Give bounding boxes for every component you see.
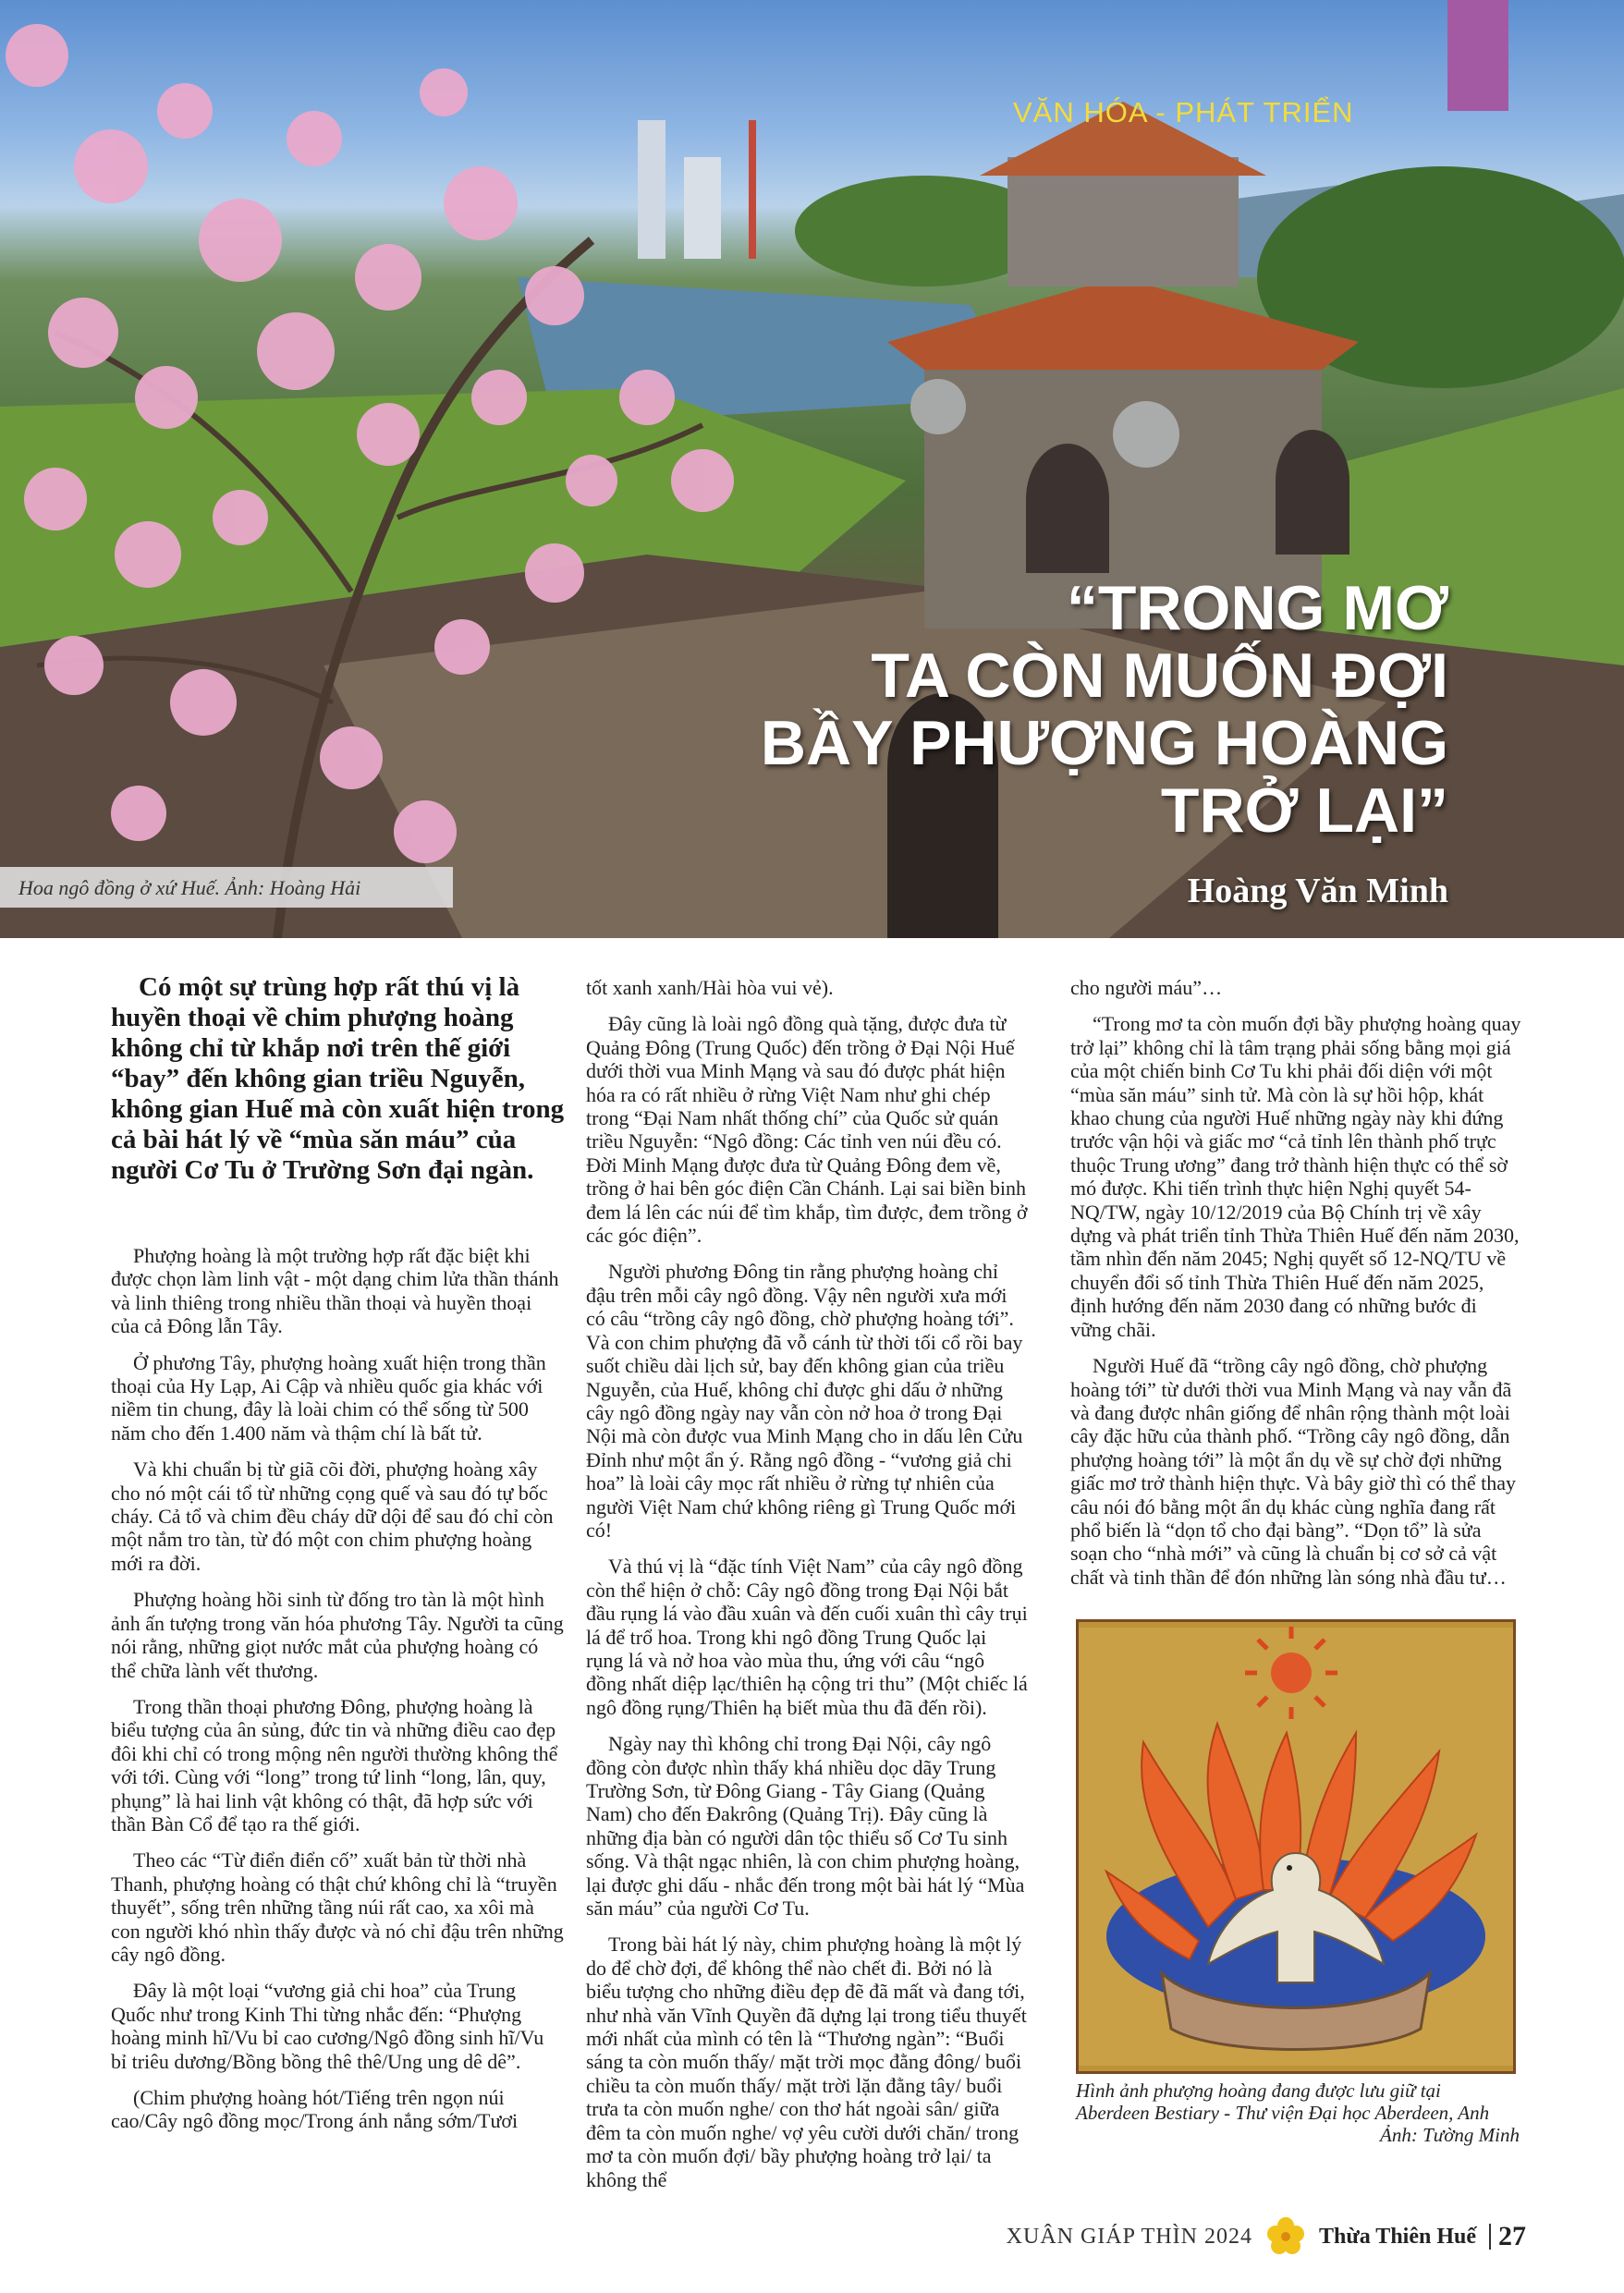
window-medallion xyxy=(910,379,966,434)
tower-building xyxy=(638,120,665,259)
paragraph: Đây là một loại “vương giả chi hoa” của Trung Quốc như trong Kinh Thi từng nhắc đến: “Phượng hoàng minh hĩ/Vu bỉ cao cương/Ngô đồng sinh hĩ/Vu bỉ triêu dương/Bồng bồng thê thê/Ung ung dê dê”. xyxy=(111,1979,544,2073)
caption-line: Hình ảnh phượng hoàng đang được lưu giữ tại xyxy=(1076,2080,1441,2102)
paragraph: Trong thần thoại phương Đông, phượng hoàng là biểu tượng của ân sủng, đức tin và những điều cao đẹp đôi khi chỉ có trong mộng nên người thường không thể với tới. Cùng với “long” trong tứ linh “long, lân, quy, phụng” là hai linh vật không có thật, đã hợp sức với thần Bàn Cổ để tạo ra thế giới. xyxy=(111,1694,558,1836)
title-line: TRỞ LẠI” xyxy=(1160,775,1448,846)
title-line: “TRONG MƠ xyxy=(1066,573,1448,643)
paragraph: Người Huế đã “trồng cây ngô đồng, chờ phượng hoàng tới” từ dưới thời vua Minh Mạng và nay vẫn đã và đang được nhân giống để nhân rộng thành một loài cây đặc hữu của thành phố. “Trồng cây ngô đồng, dẫn phượng hoàng tới” là một ẩn dụ về sự chờ đợi những giấc mơ trở thành hiện thực. Và bây giờ thì có thể thay câu nói đó bằng một ẩn dụ khác cùng nghĩa đang rất phổ biến là “dọn tổ cho đại bàng”. “Dọn tổ” là sửa soạn cho “nhà mới” và cũng là chuẩn bị cơ sở cả vật chất và tinh thần để đón những làn sóng nhà đầu tư… xyxy=(1070,1354,1517,1589)
apricot-flower-icon xyxy=(1265,2216,1306,2257)
column-3 xyxy=(1070,976,1521,1602)
caption-credit: Ảnh: Tường Minh xyxy=(1380,2124,1520,2146)
pavilion-upper xyxy=(1007,157,1239,287)
phoenix-caption xyxy=(1076,2080,1520,2146)
radio-tower xyxy=(749,120,756,259)
paragraph: cho người máu”… xyxy=(1070,976,1223,999)
phoenix-artwork xyxy=(1079,1622,1513,2071)
article-title xyxy=(761,575,1448,845)
paragraph: (Chim phượng hoàng hót/Tiếng trên ngọn núi cao/Cây ngô đồng mọc/Trong ánh nắng sớm/Tươi xyxy=(111,2086,519,2133)
title-line: BẦY PHƯỢNG HOÀNG xyxy=(760,708,1448,778)
paragraph: Ngày nay thì không chỉ trong Đại Nội, cây ngô đồng còn được nhìn thấy khá nhiều dọc dãy Trung Trường Sơn, từ Đông Giang - Tây Giang (Quảng Nam) cho đến Đakrông (Quảng Trị). Đây cũng là những địa bàn có người dân tộc thiểu số Cơ Tu sinh sống. Và thật ngạc nhiên, là con chim phượng hoàng, lại được ghi dấu - nhắc đến trong một bài hát lý “Mùa săn máu” của người Cơ Tu. xyxy=(586,1732,1025,1921)
title-line: TA CÒN MUỐN ĐỢI xyxy=(871,640,1448,711)
lead-paragraph: Có một sự trùng hợp rất thú vị là huyền thoại về chim phượng hoàng không chỉ từ khắp nơi trên thế giới “bay” đến không gian triều Nguyễn, không gian Huế mà còn xuất hiện trong cả bài hát lý về “mùa săn máu” của người Cơ Tu ở Trường Sơn đại ngàn. xyxy=(111,972,565,1185)
hero-photo xyxy=(0,0,1624,938)
paragraph: Trong bài hát lý này, chim phượng hoàng là một lý do để chờ đợi, để không thể nào chết đi. Bởi nó là biểu tượng cho những điều đẹp đẽ đã mất và đang tới, như nhà văn Vĩnh Quyền đã dựng lại trong tiểu thuyết mới nhất của mình có tên là “Thương ngàn”: “Buổi sáng ta còn muốn thấy/ mặt trời mọc đằng đông/ buổi chiều ta còn muốn thấy/ mặt trời lặn đằng tây/ buổi trưa ta còn muốn nghe/ con thơ hát ngoài sân/ giữa đêm ta còn muốn nghe/ vợ yêu cười dưới chăn/ trong mơ ta còn muốn đợi/ bầy phượng hoàng trở lại/ ta không thể xyxy=(586,1933,1027,2191)
arched-doorway xyxy=(1026,444,1109,573)
paragraph: Phượng hoàng hồi sinh từ đống tro tàn là một hình ảnh ấn tượng trong văn hóa phương Tây. Người ta cũng nói rằng, những giọt nước mắt của phượng hoàng có thể chữa lành vết thương. xyxy=(111,1588,564,1682)
author-name: Hoàng Văn Minh xyxy=(1187,872,1448,910)
magazine-brand: Thừa Thiên Huế xyxy=(1318,2224,1476,2249)
page-number: 27 xyxy=(1489,2224,1526,2250)
page-footer xyxy=(1007,2216,1526,2257)
paragraph: Người phương Đông tin rằng phượng hoàng chỉ đậu trên mỗi cây ngô đồng. Vậy nên người xưa mới có câu “trồng cây ngô đồng, chờ phượng hoàng tới”. Và con chim phượng đã vỗ cánh từ thời tối cổ rồi bay suốt chiều dài lịch sử, bay đến không gian của triều Nguyễn, của Huế, không chỉ được ghi dấu ở những cây ngô đồng ngày nay vẫn còn nở hoa ở trong Đại Nội mà còn được vua Minh Mạng cho in dấu lên Cửu Đỉnh như một ẩn ý. Rằng ngô đồng - “vương giả chi hoa” là loài cây mọc rất nhiều ở rừng tự nhiên của người Việt Nam chứ không riêng gì Trung Quốc mới có! xyxy=(586,1260,1023,1542)
paragraph: “Trong mơ ta còn muốn đợi bầy phượng hoàng quay trở lại” không chỉ là tâm trạng phải sống bằng mọi giá của một chiến binh Cơ Tu khi phải đối diện với một “mùa săn máu” sinh tử. Mà còn là sự hồi hộp, khát khao chung của người Huế những ngày này khi đứng trước vận hội và giấc mơ “cả tỉnh lên thành phố trực thuộc Trung ương” đang trở thành hiện thực có thể sờ mó được. Khi tiến trình thực hiện Nghị quyết 54-NQ/TW, ngày 10/12/2019 của Bộ Chính trị về xây dựng và phát triển tỉnh Thừa Thiên Huế đến năm 2030, tầm nhìn đến năm 2045; Nghị quyết số 12-NQ/TU về chuyển đổi số tỉnh Thừa Thiên Huế đến năm 2025, định hướng đến năm 2030 đang có những bước đi vững chãi. xyxy=(1070,1012,1521,1341)
section-label: VĂN HÓA - PHÁT TRIỂN xyxy=(1013,96,1354,128)
photo-caption: Hoa ngô đồng ở xứ Huế. Ảnh: Hoàng Hải xyxy=(18,876,361,899)
paragraph: Theo các “Từ điển điển cố” xuất bản từ thời nhà Thanh, phượng hoàng có thật chứ không chỉ là “truyền thuyết”, sống trên những tầng núi rất cao, xa xôi mà con người khó nhìn thấy được và nó chỉ đậu trên những cây ngô đồng. xyxy=(111,1848,564,1966)
column-2 xyxy=(586,976,1028,2204)
paragraph: Đây cũng là loài ngô đồng quà tặng, được đưa từ Quảng Đông (Trung Quốc) đến trồng ở Đại Nội Huế dưới thời vua Minh Mạng và sau đó được phát hiện hóa ra có rất nhiều ở rừng Việt Nam như ghi chép trong “Đại Nam nhất thống chí” của Quốc sử quán triều Nguyễn: “Ngô đồng: Các tỉnh ven núi đều có. Đời Minh Mạng được đưa từ Quảng Đông đem về, trồng ở hai bên góc điện Cần Chánh. Lại sai biền binh đem lá lên các núi để tìm khắp, tìm được, đem trồng ở các góc điện”. xyxy=(586,1012,1028,1248)
window-medallion xyxy=(1113,401,1179,468)
paragraph: tốt xanh xanh/Hài hòa vui vẻ). xyxy=(586,976,834,999)
paragraph: Và thú vị là “đặc tính Việt Nam” của cây ngô đồng còn thể hiện ở chỗ: Cây ngô đồng trong Đại Nội bắt đầu rụng lá vào đầu xuân và đến cuối xuân thì cây trụi lá để trổ hoa. Trong khi ngô đồng Trung Quốc lại rụng lá và nở hoa vào mùa thu, ứng với câu “ngô đồng nhất diệp lạc/thiên hạ cộng tri thu” (Một chiếc lá ngô đồng rụng/Thiên hạ biết mùa thu đã đến rồi). xyxy=(586,1555,1028,1719)
paragraph: Và khi chuẩn bị từ giã cõi đời, phượng hoàng xây cho nó một cái tổ từ những cọng quế và sau đó tự bốc cháy. Cả tổ và chim đều cháy dữ dội để sau đó chỉ còn một nắm tro tàn, từ đó một con chim phượng hoàng mới ra đời. xyxy=(111,1458,554,1575)
column-1 xyxy=(111,1244,564,2146)
photo-caption-bar xyxy=(0,867,453,908)
caption-line: Aberdeen Bestiary - Thư viện Đại học Aberdeen, Anh xyxy=(1076,2102,1490,2124)
issue-label: XUÂN GIÁP THÌN 2024 xyxy=(1006,2224,1252,2249)
phoenix-illustration xyxy=(1076,1619,1516,2074)
paragraph: Phượng hoàng là một trường hợp rất đặc biệt khi được chọn làm linh vật - một dạng chim lửa thần thánh và linh thiêng trong nhiều thần thoại và huyền thoại của cả Đông lẫn Tây. xyxy=(111,1244,559,1338)
section-tab xyxy=(1447,0,1508,111)
building xyxy=(684,157,721,259)
arched-doorway xyxy=(1276,430,1349,555)
paragraph: Ở phương Tây, phượng hoàng xuất hiện trong thần thoại của Hy Lạp, Ai Cập và nhiều quốc gia khác với niềm tin chung, đây là loài chim có thể sống từ 500 năm cho đến 1.400 năm và thậm chí là bất tử. xyxy=(111,1350,546,1445)
